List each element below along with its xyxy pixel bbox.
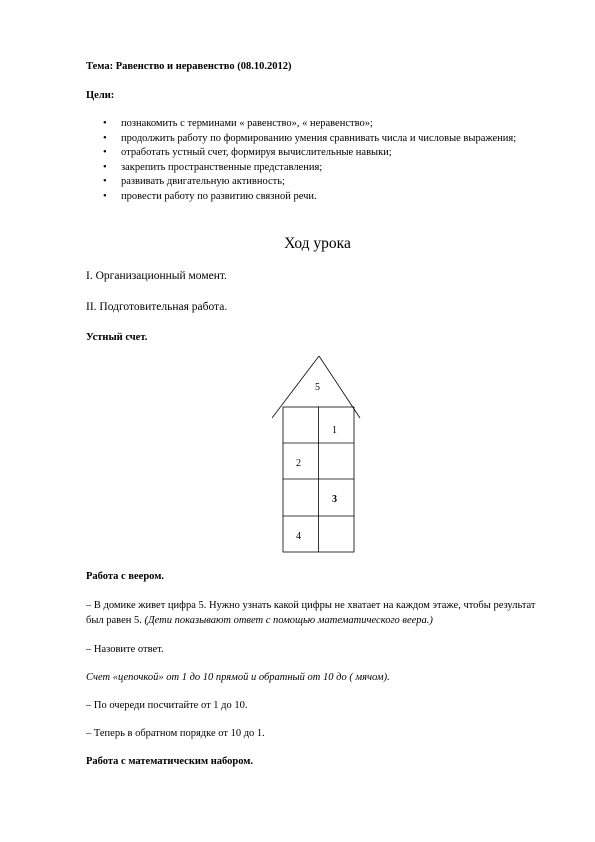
goals-list <box>103 117 521 205</box>
fan-work-heading: Работа с веером. <box>86 571 164 582</box>
section-organizational: I. Организационный момент. <box>86 270 227 282</box>
lesson-topic: Тема: Равенство и неравенство (08.10.2012) <box>86 61 292 72</box>
goal-item: • провести работу по развитию связной речи. <box>103 190 521 205</box>
goal-item: • закрепить пространственные представления; <box>103 161 521 176</box>
name-answer-line: – Назовите ответ. <box>86 644 164 655</box>
count-backward-line: – Теперь в обратном порядке от 10 до 1. <box>86 728 265 739</box>
house-task-paragraph: – В домике живет цифра 5. Нужно узнать какой цифры не хватает на каждом этаже, чтобы результат был равен 5. (Дети показывают ответ с помощью математического веера.) <box>86 600 536 626</box>
bullet-icon: • <box>103 147 107 159</box>
goals-label: Цели: <box>86 90 115 101</box>
bullet-icon: • <box>103 176 107 188</box>
floor-cell: 2 <box>296 458 301 469</box>
goal-item: • продолжить работу по формированию умения сравнивать числа и числовые выражения; <box>103 132 521 147</box>
floor-cell: 4 <box>296 531 301 542</box>
goal-item: • отработать устный счет, формируя вычислительные навыки; <box>103 146 521 161</box>
count-forward-line: – По очереди посчитайте от 1 до 10. <box>86 700 248 711</box>
floor-cell: 1 <box>332 425 337 436</box>
number-house-diagram <box>272 356 362 556</box>
goal-item: • развивать двигательную активность; <box>103 175 521 190</box>
bullet-icon: • <box>103 161 107 173</box>
math-set-heading: Работа с математическим набором. <box>86 756 254 767</box>
roof-number: 5 <box>315 382 320 393</box>
bullet-icon: • <box>103 118 107 129</box>
oral-count-heading: Устный счет. <box>86 332 148 343</box>
goal-item: • познакомить с терминами « равенство», « неравенство»; <box>103 117 521 132</box>
bullet-icon: • <box>103 190 107 202</box>
section-preparatory: II. Подготовительная работа. <box>86 301 228 313</box>
chain-count-line: Счет «цепочкой» от 1 до 10 прямой и обратный от 10 до ( мячом). <box>86 672 390 683</box>
bullet-icon: • <box>103 132 107 144</box>
floor-cell: 3 <box>332 494 337 505</box>
lesson-heading: Ход урока <box>284 235 351 252</box>
